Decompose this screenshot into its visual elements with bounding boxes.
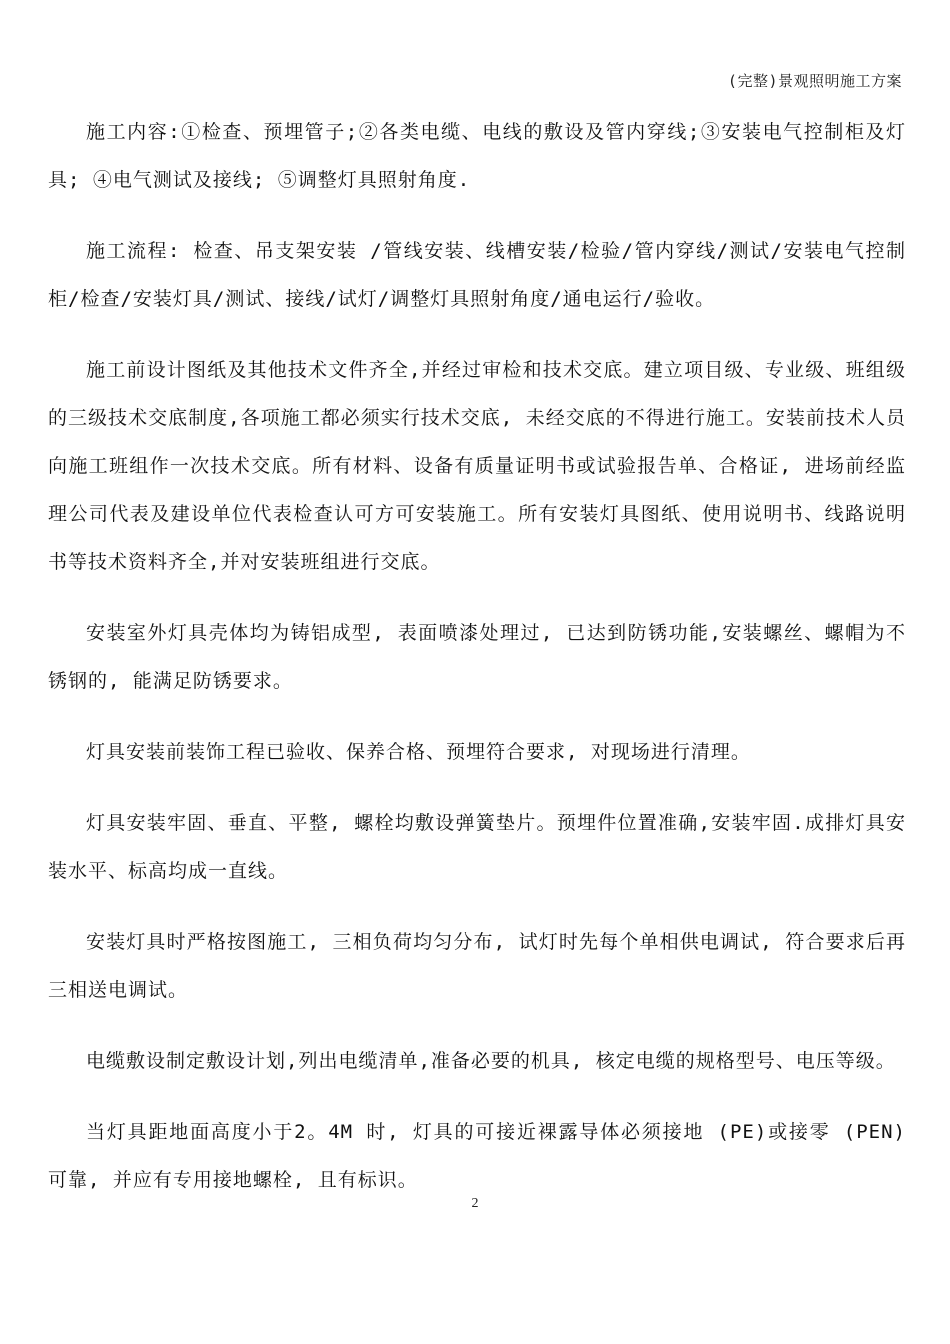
document-body xyxy=(48,108,906,1227)
document-header-title: (完整)景观照明施工方案 xyxy=(727,72,902,90)
paragraph-technical-briefing: 施工前设计图纸及其他技术文件齐全,并经过审检和技术交底。建立项目级、专业级、班组级的三级技术交底制度,各项施工都必须实行技术交底, 未经交底的不得进行施工。安装前技术人员向施工班组作一次技术交底。所有材料、设备有质量证明书或试验报告单、合格证, 进场前经监理公司代表及建设单位代表检查认可方可安装施工。所有安装灯具图纸、使用说明书、线路说明书等技术资料齐全,并对安装班组进行交底。 xyxy=(48,359,906,573)
paragraph-install-requirements: 灯具安装牢固、垂直、平整, 螺栓均敷设弹簧垫片。预埋件位置准确,安装牢固.成排灯具安装水平、标高均成一直线。 xyxy=(48,812,906,882)
paragraph-construction-content: 施工内容:①检查、预埋管子;②各类电缆、电线的敷设及管内穿线;③安装电气控制柜及灯具; ④电气测试及接线; ⑤调整灯具照射角度. xyxy=(48,121,906,191)
paragraph-construction-process: 施工流程: 检查、吊支架安装 /管线安装、线槽安装/检验/管内穿线/测试/安装电气控制柜/检查/安装灯具/测试、接线/试灯/调整灯具照射角度/通电运行/验收。 xyxy=(48,240,906,310)
paragraph-pre-install-cleanup: 灯具安装前装饰工程已验收、保养合格、预埋符合要求, 对现场进行清理。 xyxy=(86,741,751,763)
paragraph-three-phase-testing: 安装灯具时严格按图施工, 三相负荷均匀分布, 试灯时先每个单相供电调试, 符合要求后再三相送电调试。 xyxy=(48,931,906,1001)
paragraph-grounding-requirement: 当灯具距地面高度小于2。4M 时, 灯具的可接近裸露导体必须接地 (PE)或接零 (PEN) 可靠, 并应有专用接地螺栓, 且有标识。 xyxy=(48,1121,906,1191)
page-number: 2 xyxy=(471,1196,479,1211)
paragraph-outdoor-lamp-housing: 安装室外灯具壳体均为铸铝成型, 表面喷漆处理过, 已达到防锈功能,安装螺丝、螺帽为不锈钢的, 能满足防锈要求。 xyxy=(48,622,906,692)
paragraph-cable-laying-plan: 电缆敷设制定敷设计划,列出电缆清单,准备必要的机具, 核定电缆的规格型号、电压等级。 xyxy=(86,1050,896,1072)
